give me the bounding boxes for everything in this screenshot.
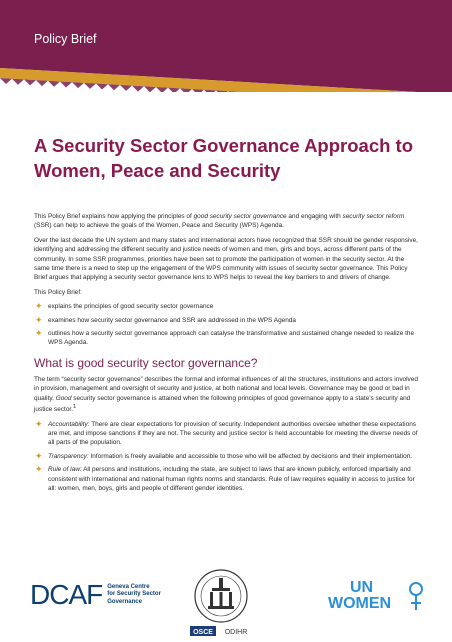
principle-term: Transparency: (48, 452, 89, 460)
italic-term: good security sector governance (193, 213, 287, 220)
text-span: This Policy Brief explains how applying the principles of (34, 213, 194, 220)
cross-bullet-icon: ✦ (35, 314, 43, 325)
text-span: security sector governance is attained when the following principles of good governance apply to a state’s security and justice sector. (34, 394, 411, 414)
list-item (34, 420, 420, 448)
principle-text: There are clear expectations for provision of security. Independent authorities oversee whether these expectations are met, and impose sanctions if they are not. The security and justice sector is held accountable for meeting the diverse needs of all parts of the population. (48, 420, 418, 447)
italic-term: security sector reform (342, 213, 405, 220)
text-span: (SSR) can help to achieve the goals of the Women, Peace and Security (WPS) Agenda. (34, 222, 285, 230)
un-women-logo (326, 580, 426, 614)
list-item (34, 329, 420, 348)
principle-text: All persons and institutions, including the state, are subject to laws that are known publicly, enforced impartially and consistent with international and national human rights norms and standards. Rule of law requires equality in access to justice for all: women, men, boys, girls and people of different gender identities. (48, 466, 415, 493)
cross-bullet-icon: ✦ (35, 418, 43, 429)
italic-term: Good (55, 394, 72, 402)
dcaf-wordmark: DCAF (30, 579, 103, 610)
cross-bullet-icon: ✦ (35, 301, 43, 312)
footer-logos (0, 562, 452, 642)
intro-bullet-list (34, 302, 420, 348)
dcaf-tagline-line: for Security Sector (107, 591, 161, 598)
osce-odihr-emblem (186, 564, 256, 640)
document-body (34, 212, 420, 498)
osce-label: OSCE (193, 629, 213, 636)
decorative-band (0, 68, 452, 92)
footnote-marker[interactable]: 1 (73, 404, 76, 411)
dcaf-logo (30, 580, 179, 610)
list-item (34, 465, 420, 493)
principle-text: Information is freely available and accessible to those who will be affected by decisions and their implementation. (88, 452, 413, 460)
text-span: The term “security sector governance” describes the formal and informal influences of all the structures, institutions and actors involved in provision, management and oversight of security and justice, at both national and local levels. Governance may be good or bad in quality. (34, 375, 418, 402)
page-title (34, 133, 434, 183)
cross-bullet-icon: ✦ (35, 328, 43, 339)
list-item-text: explains the principles of good security sector governance (48, 303, 214, 311)
list-item (34, 302, 420, 311)
list-item-text: examines how security sector governance and SSR are addressed in the WPS Agenda (48, 316, 296, 324)
document-type-label: Policy Brief (34, 32, 97, 46)
list-item (34, 316, 420, 325)
principle-term: Rule of law: (48, 466, 82, 474)
header-banner (0, 0, 452, 92)
text-span: and engaging with (286, 213, 343, 220)
intro-paragraph-2: Over the last decade the UN system and many states and international actors have recognized that SSR should be gender responsive, identifying and addressing the different security and justice needs of women and men, girls and boys, across different parts of the community. In some SSR programmes, priorities have been set to promote the participation of women in the security sector. At the same time there is a need to step up the engagement of the WPS community with issues of security sector governance. This Policy Brief argues that applying a security sector governance lens to WPS helps to reveal the key barriers to and drivers of change. (34, 236, 418, 282)
cross-bullet-icon: ✦ (35, 464, 43, 475)
principles-list (34, 420, 420, 494)
list-item-text: outlines how a security sector governance approach can catalyse the transformative and sustained change needed to realize the WPS Agenda. (48, 330, 415, 347)
women-wordmark: WOMEN (328, 595, 392, 612)
section-heading: What is good security sector governance? (34, 355, 258, 370)
list-item (34, 452, 420, 461)
odihr-label: ODIHR (224, 629, 248, 636)
dcaf-tagline-line: Geneva Centre (107, 583, 150, 590)
un-women-symbol-icon (408, 582, 424, 612)
cross-bullet-icon: ✦ (35, 450, 43, 461)
principle-term: Accountability: (48, 420, 90, 428)
intro-paragraph-3: This Policy Brief: (34, 288, 82, 296)
section-paragraph (34, 375, 420, 415)
un-wordmark: UN (350, 579, 374, 596)
dcaf-tagline-line: Governance (107, 598, 142, 605)
dcaf-tagline (107, 584, 179, 606)
title-line-2: Women, Peace and Security (34, 160, 281, 181)
intro-paragraph-1 (34, 212, 420, 231)
title-line-1: A Security Sector Governance Approach to (34, 135, 414, 156)
